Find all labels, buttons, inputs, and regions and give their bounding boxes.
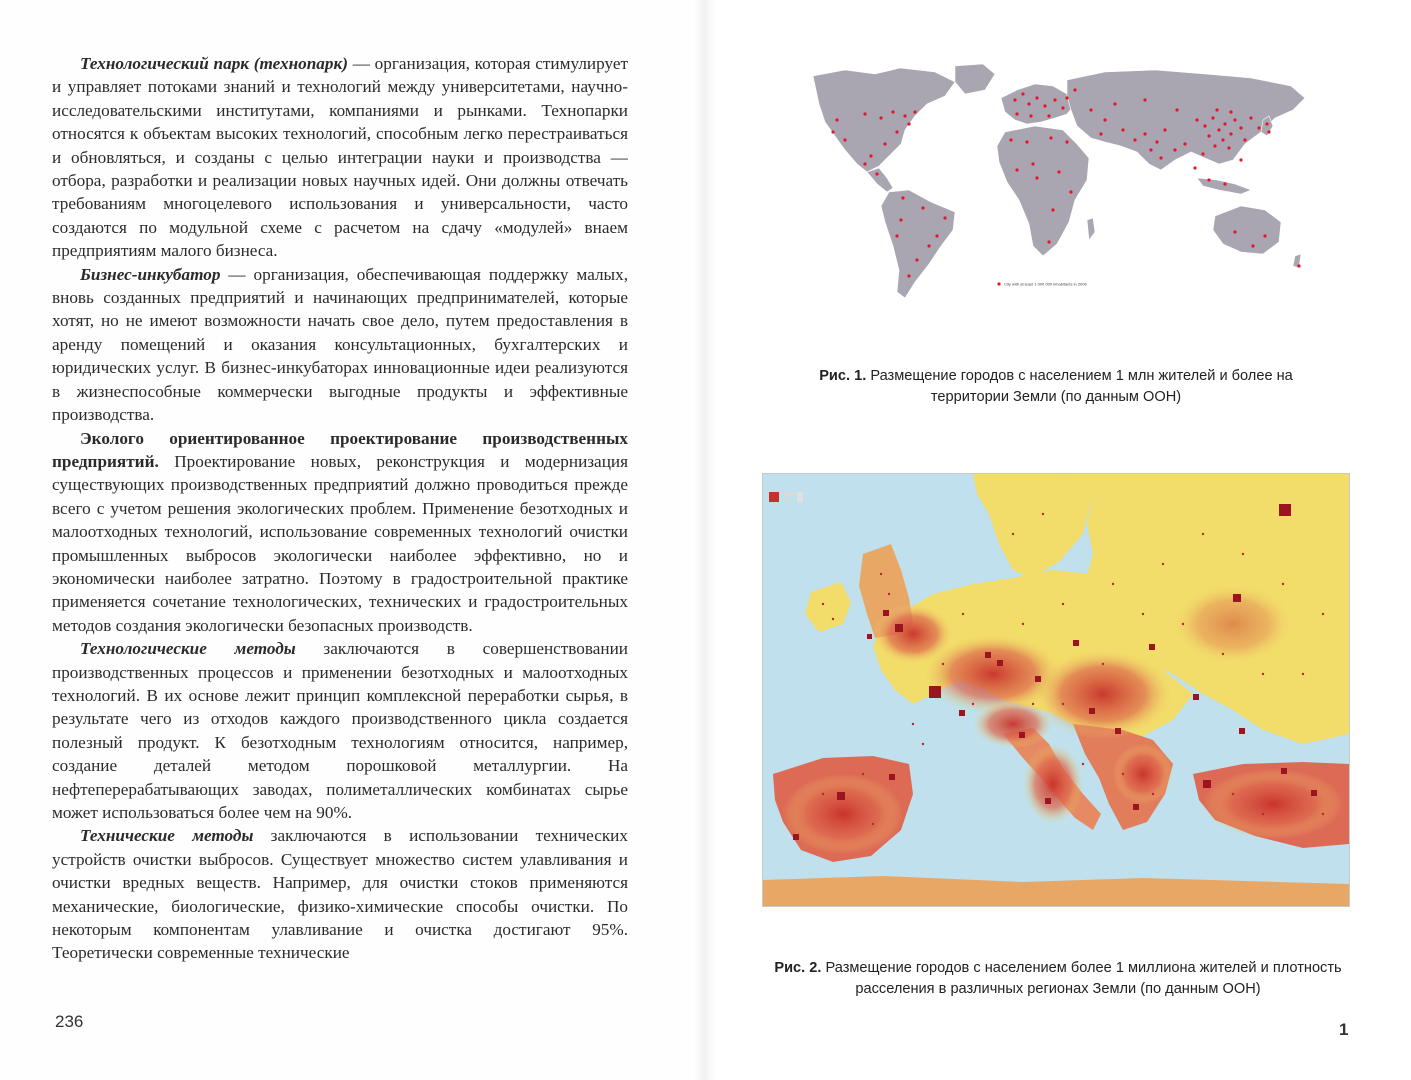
figure-2-caption [770,958,1346,1000]
term-technopark: Технологический парк (технопарк) [80,54,348,73]
term-eco-design: Эколого ориентированное проектирование производственных предприятий. [52,428,628,471]
page-number-right: 1 [1339,1020,1349,1039]
body-text [52,52,628,965]
map-legend: City with at least 1 000 000 inhabitants in 2006 [1004,281,1087,287]
term-tech-methods: Технологические методы [80,639,296,659]
term-business-incubator: Бизнес-инкубатор [80,264,221,284]
paragraph-text: — организация, обеспечивающая поддержку малых, вновь созданных предприятий и начинающих предпринимателей, которые хотят, но не имеют возможности начать свое дело, путем предоставления в аренду помещений и оказания консультационных, бухгалтерских и юридических услуг. В бизнес-инкубаторах инновационные идеи реализуются в жизнеспособные коммерчески выгодные продукты и эффективные производства. [52,264,628,425]
paragraph-technical-methods [52,824,628,964]
paragraph-text: заключаются в совершенствовании производственных процессов и применении безотходных и малоотходных технологий. В их основе лежит принцип комплексной переработки сырья, в результате чего из отходов каждого производственного цикла создается полезный продукт. К безотходным технологиям относится, например, создание деталей методом порошковой металлургии. На нефтеперерабатывающих заводах, полиметаллических комбинатах сырье может использоваться более чем на 90%. [52,639,628,822]
page-number-left: 236 [55,1012,84,1031]
paragraph-eco-design [52,427,628,638]
legend-marker [997,282,1000,285]
europe-density-map [762,473,1350,907]
paragraph-technopark [52,52,628,263]
figure-1-label: Рис. 1. [819,368,867,384]
paragraph-text: — организация, которая стимулирует и управляет потоками знаний и технологий между университетами, научно-исследовательскими институтами, компаниями и рынками. Технопарки относятся к объектам высоких технологий, способным легко перестраиваться и обновляться, и созданы с целью интеграции науки и производства — отбора, разработки и реализации новых научных идей. Они должны отвечать требованиям многоцелевого использования и универсальности, часто создаются по модульной схеме с расчетом на сдачу «модулей» внаем предприятиям малого бизнеса. [52,54,628,261]
figure-2-caption-text: Размещение городов с населением более 1 миллиона жителей и плотность расселения в различных регионах Земли (по данным ООН) [821,960,1342,997]
figure-1-caption-text: Размещение городов с населением 1 млн жителей и более на территории Земли (по данным ООН) [866,368,1293,405]
paragraph-business-incubator [52,263,628,427]
book-gutter [694,0,716,1080]
land-masses [813,64,1305,298]
paragraph-text: заключаются в использовании технических устройств очистки выбросов. Существует множество систем улавливания и очистки вредных веществ. Например, для очистки стоков применяются механические, биологические, физико-химические способы очистки. По некоторым компонентам улавливание и очистка достигают 95%. Теоретически современные технические [52,826,628,963]
paragraph-text: Проектирование новых, реконструкция и модернизация существующих производственных предприятий должно проводиться прежде всего с учетом решения экологических проблем. Применение безотходных и малоотходных технологий, использование современных технологий очистки промышленных выбросов экологически наиболее эффективно, но и экономически наиболее затратно. Поэтому в градостроительной практике применяется сочетание технологических, технических и градостроительных методов создания экологически безопасных производств. [52,451,628,635]
world-cities-map [805,60,1321,305]
left-page [0,0,705,1080]
figure-2-label: Рис. 2. [774,960,822,976]
figure-1-caption [790,366,1322,408]
paragraph-tech-methods [52,637,628,824]
term-technical-methods: Технические методы [80,826,254,846]
